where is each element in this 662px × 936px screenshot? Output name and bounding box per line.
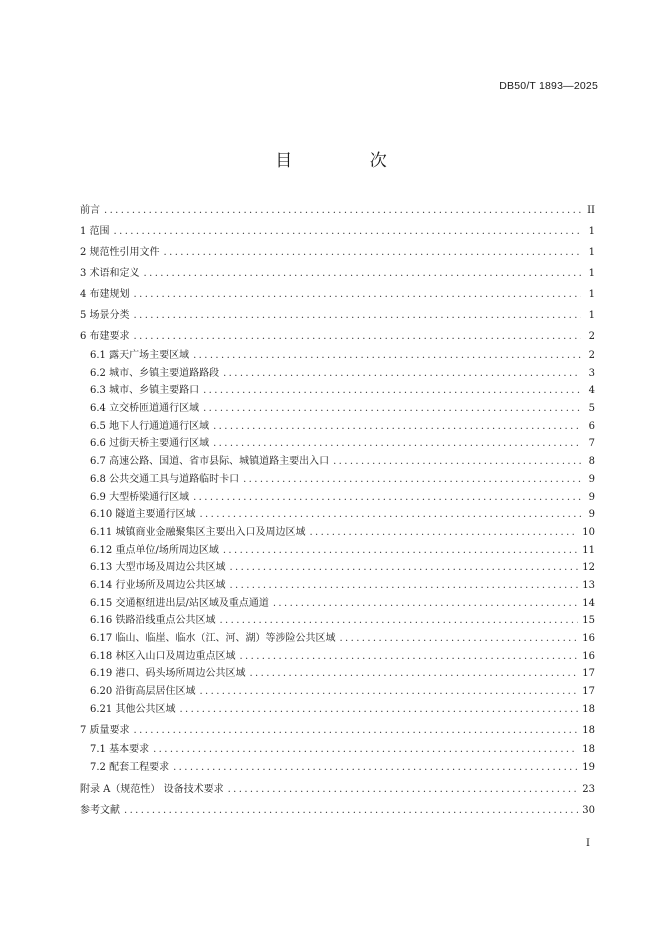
toc-dot-leader (339, 630, 578, 648)
toc-dot-leader (134, 284, 581, 305)
toc-dot-leader (164, 242, 581, 263)
toc-entry-label: 6.21 其他公共区域 (90, 703, 176, 715)
toc-subentry[interactable] (80, 741, 595, 759)
toc-entry-label: 6.5 地下人行通道通行区域 (90, 420, 210, 432)
toc-subentry[interactable] (80, 577, 595, 595)
toc-entry-label: 6.17 临山、临崖、临水（江、河、湖）等涉险公共区域 (90, 633, 336, 644)
toc-dot-leader (213, 435, 581, 453)
document-code: DB50/T 1893—2025 (499, 80, 598, 92)
toc-entry-page: 8 (588, 456, 595, 468)
toc-entry-label: 6.20 沿街高层居住区域 (90, 686, 196, 698)
toc-entry-label: 6.10 隧道主要通行区域 (90, 509, 196, 521)
toc-entry-label: 6.1 露天广场主要区域 (90, 350, 190, 361)
toc-dot-leader (114, 221, 581, 242)
toc-entry-label: 4 布建规划 (80, 289, 130, 300)
toc-entry-page: 18 (582, 703, 595, 715)
toc-entry-label: 6.9 大型桥梁通行区域 (90, 491, 190, 503)
toc-dot-leader (134, 326, 581, 347)
toc-subentry[interactable] (80, 418, 595, 436)
toc-subentry[interactable] (80, 665, 595, 683)
toc-entry[interactable] (80, 221, 595, 242)
toc-entry-label: 6 布建要求 (80, 331, 130, 342)
toc-entry-page: 19 (582, 762, 595, 774)
toc-entry-page: 16 (582, 650, 595, 662)
toc-entry-label: 2 规范性引用文件 (80, 247, 160, 258)
toc-entry-page: 4 (588, 385, 595, 397)
toc-entry-page: 18 (582, 744, 595, 756)
toc-entry-label: 6.13 大型市场及周边公共区域 (90, 562, 226, 574)
toc-subentry[interactable] (80, 759, 595, 777)
toc-dot-leader (104, 200, 581, 221)
toc-dot-leader (153, 741, 578, 759)
toc-entry[interactable] (80, 326, 595, 347)
toc-entry[interactable] (80, 800, 595, 821)
page-number: I (586, 838, 590, 849)
page-title: 目 次 (275, 151, 423, 171)
toc-entry-label: 6.3 城市、乡镇主要路口 (90, 385, 200, 397)
toc-dot-leader (223, 542, 578, 560)
toc-entry-page: 1 (588, 289, 595, 300)
toc-entry-page: 15 (582, 615, 595, 627)
toc-subentry[interactable] (80, 683, 595, 701)
toc-entry-label: 6.8 公共交通工具与道路临时卡口 (90, 473, 240, 485)
toc-dot-leader (249, 665, 578, 683)
toc-entry[interactable] (80, 263, 595, 284)
toc-dot-leader (309, 524, 578, 542)
toc-dot-leader (219, 612, 578, 630)
toc-subentry[interactable] (80, 524, 595, 542)
toc-entry-page: 17 (582, 686, 595, 698)
toc-dot-leader (134, 720, 579, 741)
toc-entry-label: 6.16 铁路沿线重点公共区域 (90, 615, 216, 627)
toc-entry-label: 6.6 过街天桥主要通行区域 (90, 438, 210, 450)
toc-entry-page: 1 (588, 226, 595, 237)
toc-entry-label: 前言 (80, 205, 100, 216)
toc-entry-page: 6 (588, 420, 595, 432)
toc-entry[interactable] (80, 284, 595, 305)
toc-dot-leader (333, 453, 581, 471)
toc-entry-page: 13 (582, 579, 595, 591)
toc-entry-label: 3 术语和定义 (80, 268, 140, 279)
toc-entry-page: 1 (588, 310, 595, 321)
toc-entry[interactable] (80, 720, 595, 741)
table-of-contents (80, 200, 595, 821)
toc-entry-label: 6.7 高速公路、国道、省市县际、城镇道路主要出入口 (90, 456, 330, 468)
toc-entry-page: 14 (582, 597, 595, 609)
toc-subentry[interactable] (80, 630, 595, 648)
toc-subentry[interactable] (80, 612, 595, 630)
toc-entry-label: 5 场景分类 (80, 310, 130, 321)
toc-subentry[interactable] (80, 400, 595, 418)
toc-entry-label: 6.19 港口、码头场所周边公共区域 (90, 668, 246, 680)
toc-entry-page: II (587, 205, 595, 216)
toc-entry-page: 17 (582, 668, 595, 680)
toc-subentry[interactable] (80, 435, 595, 453)
toc-subentry[interactable] (80, 506, 595, 524)
toc-dot-leader (228, 779, 579, 800)
toc-subentry[interactable] (80, 701, 595, 719)
toc-entry-page: 2 (588, 350, 595, 361)
toc-entry-page: 7 (588, 438, 595, 450)
toc-entry-label: 6.18 林区入山口及周边重点区域 (90, 650, 236, 662)
toc-dot-leader (193, 347, 581, 365)
toc-subentry[interactable] (80, 542, 595, 560)
toc-subentry[interactable] (80, 648, 595, 666)
toc-dot-leader (203, 400, 581, 418)
toc-entry-label: 附录 A（规范性） 设备技术要求 (80, 783, 224, 795)
toc-subentry[interactable] (80, 559, 595, 577)
toc-subentry[interactable] (80, 489, 595, 507)
toc-entry-label: 6.15 交通枢纽进出层/站区域及重点通道 (90, 597, 269, 609)
toc-entry-label: 6.12 重点单位/场所周边区域 (90, 544, 219, 556)
toc-dot-leader (144, 263, 581, 284)
toc-entry[interactable] (80, 779, 595, 800)
toc-dot-leader (229, 559, 578, 577)
toc-subentry[interactable] (80, 347, 595, 365)
toc-dot-leader (199, 506, 581, 524)
toc-entry-page: 5 (588, 403, 595, 415)
toc-dot-leader (273, 595, 578, 613)
toc-entry-label: 6.14 行业场所及周边公共区域 (90, 579, 226, 591)
toc-dot-leader (213, 418, 581, 436)
toc-entry[interactable] (80, 200, 595, 221)
toc-entry-page: 9 (588, 509, 595, 521)
toc-entry-label: 6.2 城市、乡镇主要道路路段 (90, 367, 220, 379)
toc-dot-leader (239, 648, 578, 666)
toc-entry-label: 7.1 基本要求 (90, 744, 150, 756)
toc-dot-leader (193, 489, 581, 507)
toc-subentry[interactable] (80, 382, 595, 400)
toc-entry-page: 1 (588, 247, 595, 258)
toc-entry-label: 7.2 配套工程要求 (90, 762, 170, 774)
toc-dot-leader (223, 365, 581, 383)
toc-dot-leader (199, 683, 578, 701)
toc-subentry[interactable] (80, 471, 595, 489)
toc-entry-page: 12 (582, 562, 595, 574)
toc-entry-label: 6.4 立交桥匝道通行区域 (90, 403, 200, 415)
toc-dot-leader (229, 577, 578, 595)
toc-entry-page: 16 (582, 633, 595, 644)
toc-entry[interactable] (80, 305, 595, 326)
toc-entry-page: 9 (588, 473, 595, 485)
toc-entry-page: 1 (588, 268, 595, 279)
toc-entry-page: 9 (588, 491, 595, 503)
toc-entry-page: 18 (582, 725, 595, 737)
toc-entry-label: 7 质量要求 (80, 725, 130, 737)
toc-entry-label: 1 范围 (80, 226, 110, 237)
toc-dot-leader (124, 800, 578, 821)
toc-dot-leader (134, 305, 581, 326)
toc-entry-page: 11 (582, 544, 595, 556)
toc-entry-page: 23 (582, 783, 595, 795)
toc-dot-leader (203, 382, 581, 400)
toc-subentry[interactable] (80, 453, 595, 471)
toc-subentry[interactable] (80, 365, 595, 383)
toc-subentry[interactable] (80, 595, 595, 613)
toc-entry[interactable] (80, 242, 595, 263)
toc-entry-page: 2 (588, 331, 595, 342)
toc-entry-label: 参考文献 (80, 804, 120, 816)
toc-dot-leader (243, 471, 581, 489)
toc-entry-label: 6.11 城镇商业金融聚集区主要出入口及周边区域 (90, 526, 306, 538)
toc-dot-leader (179, 701, 578, 719)
toc-entry-page: 3 (588, 367, 595, 379)
toc-entry-page: 10 (582, 526, 595, 538)
toc-dot-leader (173, 759, 578, 777)
toc-entry-page: 30 (582, 804, 595, 816)
